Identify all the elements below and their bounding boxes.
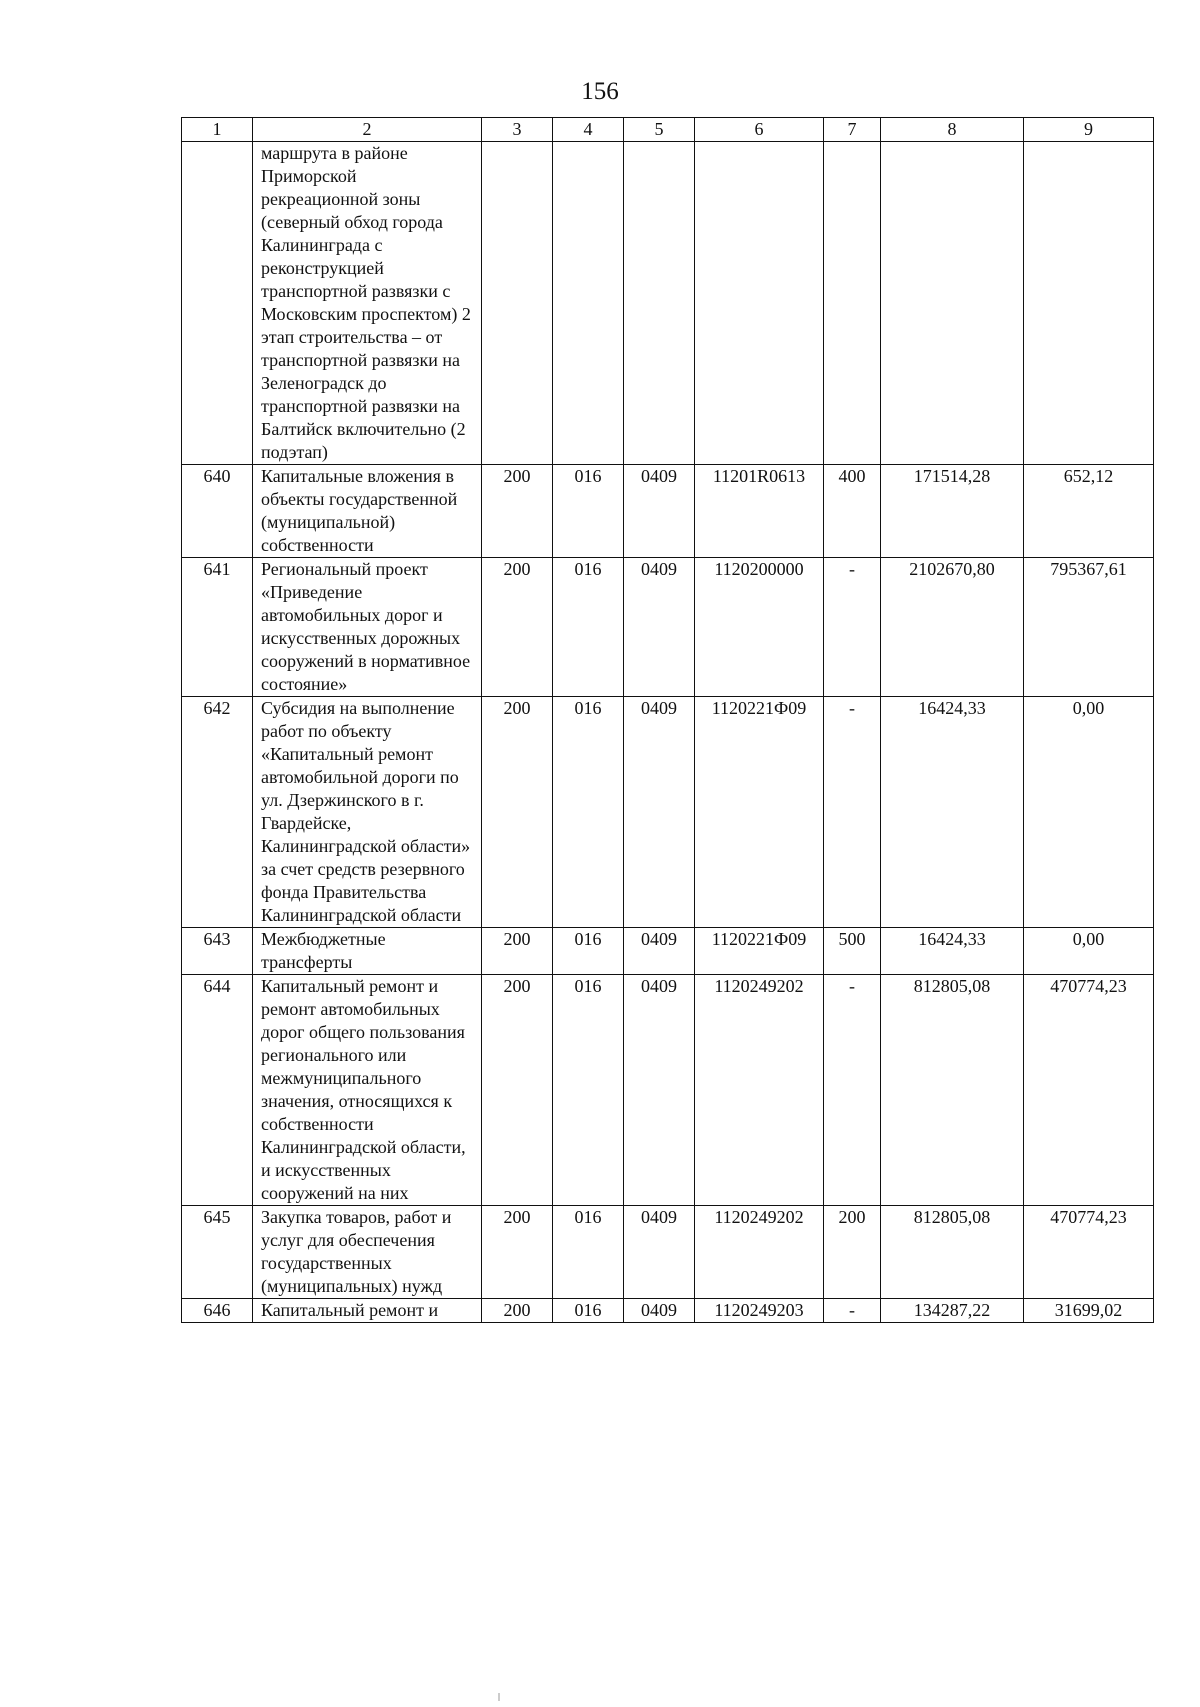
row-name: Закупка товаров, работ и услуг для обеспечения государственных (муниципальных) нужд [253,1206,482,1299]
cell-col-8: 16424,33 [881,697,1024,928]
cell-col-3: 200 [482,1206,553,1299]
row-name: маршрута в районе Приморской рекреационной зоны (северный обход города Калининграда с реконструкцией транспортной развязки с Московским проспектом) 2 этап строительства – от транспортной развязки на Зеленоградск до транспортной развязки на Балтийск включительно (2 подэтап) [253,142,482,465]
cell-col-8: 171514,28 [881,465,1024,558]
row-name: Региональный проект «Приведение автомобильных дорог и искусственных дорожных сооружений в нормативное состояние» [253,558,482,697]
row-number: 643 [182,928,253,975]
table-row [182,975,1154,1206]
cell-col-9: 652,12 [1024,465,1154,558]
table-row [182,1299,1154,1323]
cell-col-3: 200 [482,558,553,697]
column-header-1: 1 [182,118,253,142]
column-header-7: 7 [824,118,881,142]
cell-col-9: 470774,23 [1024,1206,1154,1299]
row-name: Капитальные вложения в объекты государственной (муниципальной) собственности [253,465,482,558]
cell-col-8 [881,142,1024,465]
cell-col-5: 0409 [624,928,695,975]
cell-col-9: 31699,02 [1024,1299,1154,1323]
cell-col-5: 0409 [624,558,695,697]
cell-col-3: 200 [482,697,553,928]
table-row [182,142,1154,465]
cell-col-5 [624,142,695,465]
cell-col-6 [695,142,824,465]
column-header-9: 9 [1024,118,1154,142]
row-name: Межбюджетные трансферты [253,928,482,975]
table-row [182,465,1154,558]
row-name: Субсидия на выполнение работ по объекту «Капитальный ремонт автомобильной дороги по ул. Дзержинского в г. Гвардейске, Калининградской области» за счет средств резервного фонда Правительства Калининградской области [253,697,482,928]
cell-col-4 [553,142,624,465]
table-row [182,928,1154,975]
row-number: 642 [182,697,253,928]
row-name: Капитальный ремонт и ремонт автомобильных дорог общего пользования регионального или межмуниципального значения, относящихся к собственности Калининградской области, и искусственных сооружений на них [253,975,482,1206]
cell-col-8: 812805,08 [881,1206,1024,1299]
budget-table [181,117,1154,1323]
cell-col-7: - [824,558,881,697]
cell-col-4: 016 [553,1299,624,1323]
page-number: 156 [581,78,619,105]
cell-col-5: 0409 [624,1299,695,1323]
cell-col-9: 470774,23 [1024,975,1154,1206]
cell-col-4: 016 [553,697,624,928]
column-header-6: 6 [695,118,824,142]
scan-mark [498,1693,500,1701]
column-header-4: 4 [553,118,624,142]
cell-col-6: 11201R0613 [695,465,824,558]
row-number [182,142,253,465]
cell-col-9 [1024,142,1154,465]
cell-col-3 [482,142,553,465]
cell-col-9: 0,00 [1024,697,1154,928]
cell-col-3: 200 [482,465,553,558]
cell-col-3: 200 [482,928,553,975]
cell-col-7 [824,142,881,465]
cell-col-6: 1120200000 [695,558,824,697]
cell-col-4: 016 [553,928,624,975]
column-header-3: 3 [482,118,553,142]
row-number: 640 [182,465,253,558]
cell-col-9: 795367,61 [1024,558,1154,697]
cell-col-6: 1120249202 [695,1206,824,1299]
column-header-8: 8 [881,118,1024,142]
row-number: 645 [182,1206,253,1299]
cell-col-4: 016 [553,975,624,1206]
cell-col-8: 16424,33 [881,928,1024,975]
cell-col-7: - [824,1299,881,1323]
table-row [182,558,1154,697]
cell-col-7: 400 [824,465,881,558]
cell-col-7: - [824,975,881,1206]
cell-col-3: 200 [482,1299,553,1323]
cell-col-4: 016 [553,465,624,558]
row-number: 641 [182,558,253,697]
row-number: 646 [182,1299,253,1323]
cell-col-8: 2102670,80 [881,558,1024,697]
cell-col-4: 016 [553,1206,624,1299]
cell-col-6: 1120221Ф09 [695,928,824,975]
cell-col-7: 200 [824,1206,881,1299]
cell-col-6: 1120221Ф09 [695,697,824,928]
cell-col-5: 0409 [624,465,695,558]
cell-col-5: 0409 [624,1206,695,1299]
cell-col-8: 134287,22 [881,1299,1024,1323]
table-row [182,1206,1154,1299]
column-header-2: 2 [253,118,482,142]
table-row [182,697,1154,928]
header-row [182,118,1154,142]
cell-col-7: 500 [824,928,881,975]
cell-col-9: 0,00 [1024,928,1154,975]
cell-col-8: 812805,08 [881,975,1024,1206]
row-number: 644 [182,975,253,1206]
cell-col-6: 1120249203 [695,1299,824,1323]
cell-col-7: - [824,697,881,928]
cell-col-5: 0409 [624,975,695,1206]
column-header-5: 5 [624,118,695,142]
cell-col-5: 0409 [624,697,695,928]
row-name: Капитальный ремонт и [253,1299,482,1323]
cell-col-4: 016 [553,558,624,697]
cell-col-6: 1120249202 [695,975,824,1206]
cell-col-3: 200 [482,975,553,1206]
